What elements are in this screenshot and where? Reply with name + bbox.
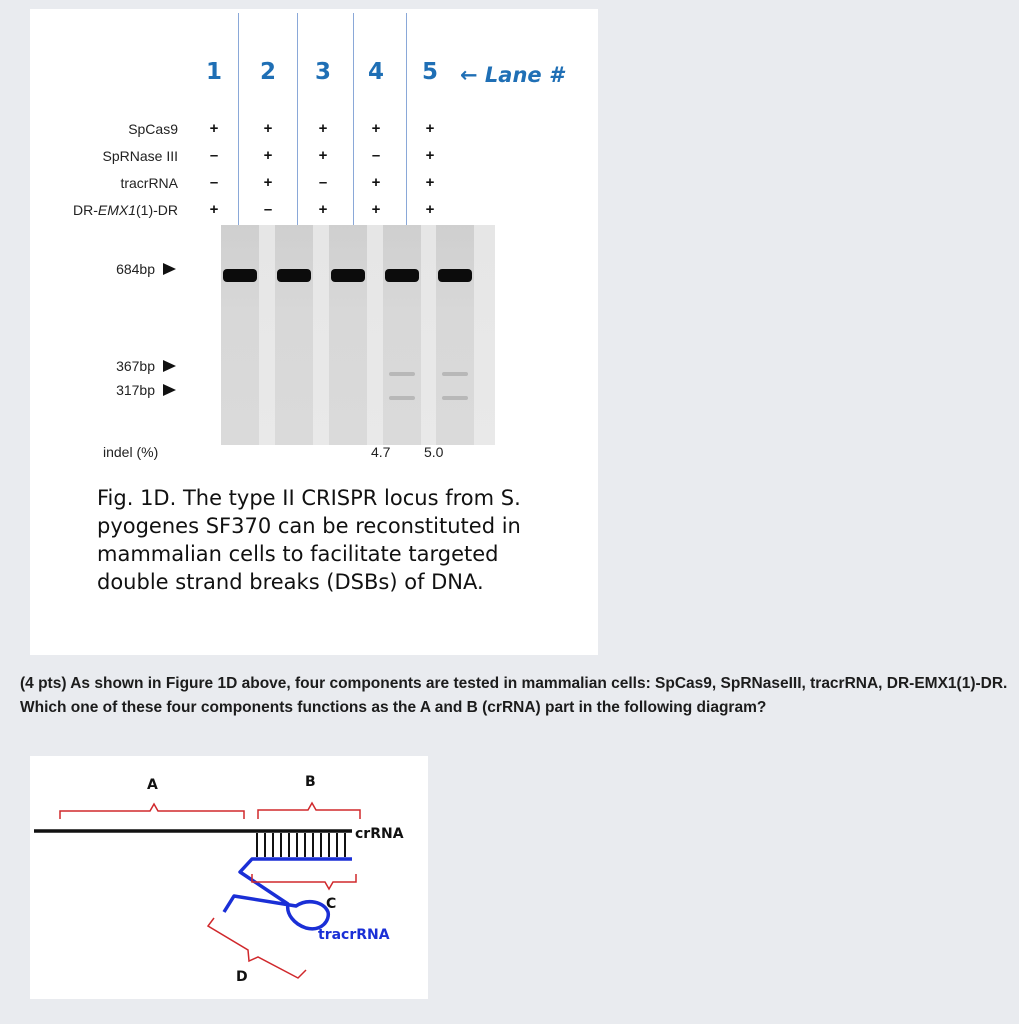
gel-band-684 — [385, 269, 419, 282]
indel-value-lane5: 5.0 — [424, 444, 444, 460]
gel-band-684 — [438, 269, 472, 282]
row-label-prefix: DR- — [72, 202, 98, 218]
cell-symbol: + — [263, 147, 273, 164]
row-label-tracrrna: tracrRNA — [120, 175, 178, 191]
gel-band-684 — [223, 269, 257, 282]
bp-label-684: 684bp — [116, 261, 155, 277]
cell-symbol: + — [263, 174, 273, 191]
row-label-spcas9: SpCas9 — [128, 121, 178, 137]
gel-band-367 — [389, 372, 415, 376]
lane-number: 2 — [259, 59, 276, 85]
bp-arrow-icon — [163, 263, 176, 275]
cell-symbol: – — [263, 201, 273, 218]
label-a: A — [147, 777, 158, 793]
lane-number: 4 — [367, 59, 384, 85]
cell-symbol: + — [425, 201, 435, 218]
cell-symbol: + — [318, 147, 328, 164]
cell-symbol: + — [209, 120, 219, 137]
base-pairs — [257, 833, 345, 857]
crrna-label: crRNA — [355, 826, 404, 842]
gel-lane — [436, 225, 474, 445]
bp-label-317: 317bp — [116, 382, 155, 398]
bp-label-367: 367bp — [116, 358, 155, 374]
cell-symbol: + — [425, 120, 435, 137]
cell-symbol: + — [425, 174, 435, 191]
tracrrna-strand — [224, 859, 352, 929]
label-d: D — [236, 969, 248, 985]
cell-symbol: + — [318, 201, 328, 218]
cell-symbol: + — [318, 120, 328, 137]
gel-image — [223, 225, 495, 445]
bp-arrow-icon — [163, 384, 176, 396]
lane-number: 1 — [205, 59, 222, 85]
crrna-diagram — [30, 756, 428, 999]
question-text: (4 pts) As shown in Figure 1D above, four components are tested in mammalian cells: SpCas9, SpRNaseIII, tracrRNA, DR-EMX1(1)-DR. Which one of these four components functions as the A and B (crRNA) part in the following diagram? — [20, 675, 1008, 716]
cell-symbol: + — [209, 201, 219, 218]
diagram-panel — [30, 756, 428, 999]
cell-symbol: – — [318, 174, 328, 191]
gel-lane — [275, 225, 313, 445]
lane-number: 5 — [421, 59, 438, 85]
bracket-c — [252, 874, 356, 889]
row-label-dr-emx1 — [30, 202, 178, 218]
bracket-b — [258, 803, 360, 819]
bracket-d — [208, 918, 306, 978]
cell-symbol: + — [371, 120, 381, 137]
gel-lane — [383, 225, 421, 445]
cell-symbol: + — [371, 174, 381, 191]
row-label-sprnase: SpRNase III — [102, 148, 178, 164]
lane-number: 3 — [314, 59, 331, 85]
cell-symbol: + — [425, 147, 435, 164]
figure-caption: Fig. 1D. The type II CRISPR locus from S. pyogenes SF370 can be reconstituted in mammalian cells to facilitate targeted double strand breaks (DSBs) of DNA. — [97, 486, 521, 594]
gel-lane — [221, 225, 259, 445]
gel-band-317 — [442, 396, 468, 400]
label-b: B — [305, 774, 316, 790]
row-label-suffix: (1)-DR — [136, 202, 178, 218]
tracrrna-label: tracrRNA — [318, 927, 390, 943]
bracket-a — [60, 804, 244, 819]
indel-label: indel (%) — [103, 444, 159, 460]
cell-symbol: – — [209, 147, 219, 164]
gel-lane — [329, 225, 367, 445]
row-label-italic: EMX1 — [97, 202, 136, 218]
indel-value-lane4: 4.7 — [371, 444, 391, 460]
figure-panel — [30, 9, 598, 655]
gel-band-367 — [442, 372, 468, 376]
cell-symbol: + — [263, 120, 273, 137]
cell-symbol: + — [371, 201, 381, 218]
lane-title: ← Lane # — [460, 63, 564, 87]
gel-band-684 — [277, 269, 311, 282]
bp-arrow-icon — [163, 360, 176, 372]
cell-symbol: – — [371, 147, 381, 164]
gel-band-317 — [389, 396, 415, 400]
cell-symbol: – — [209, 174, 219, 191]
gel-band-684 — [331, 269, 365, 282]
label-c: C — [326, 896, 337, 912]
